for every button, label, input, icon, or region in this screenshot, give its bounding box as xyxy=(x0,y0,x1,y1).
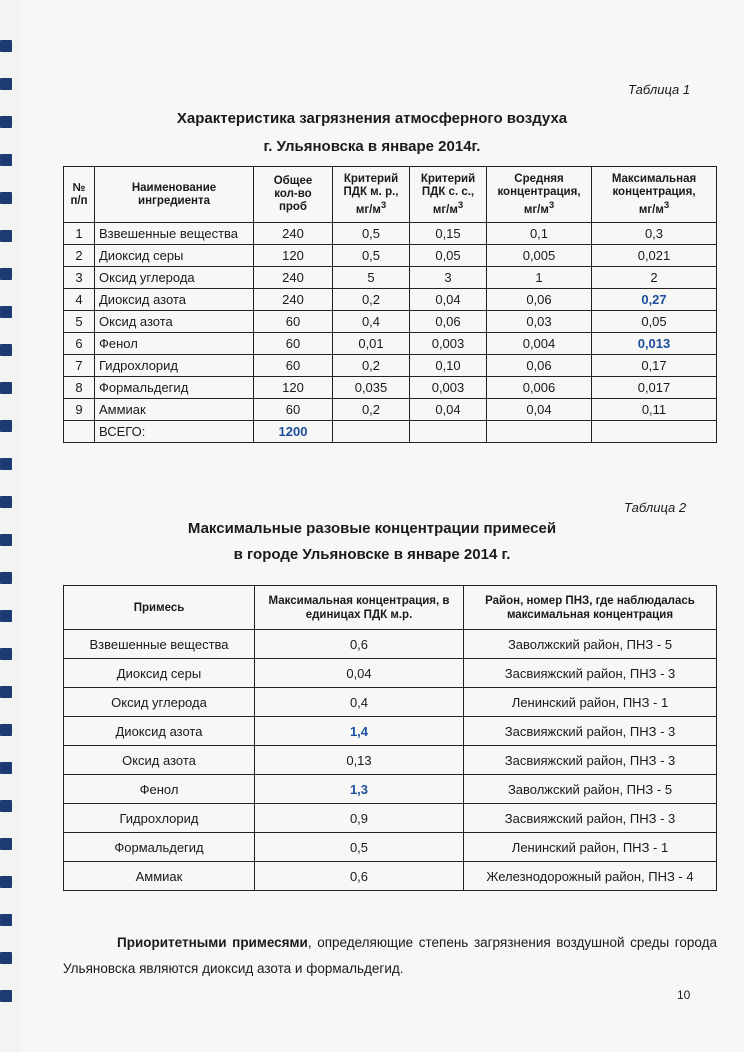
cell-max: 2 xyxy=(592,267,717,289)
cell-samples: 120 xyxy=(254,245,333,267)
table1-header-num: № п/п xyxy=(64,167,95,223)
table-row xyxy=(64,333,717,355)
cell-pdk-mr: 0,5 xyxy=(333,245,410,267)
cell-value: 0,13 xyxy=(255,746,464,775)
table2-label: Таблица 2 xyxy=(624,500,687,515)
cell-district: Засвияжский район, ПНЗ - 3 xyxy=(464,717,717,746)
cell-name: Аммиак xyxy=(95,399,254,421)
cell-num: 8 xyxy=(64,377,95,399)
cell-num: 1 xyxy=(64,223,95,245)
cell-value: 0,5 xyxy=(255,833,464,862)
cell-max: 0,17 xyxy=(592,355,717,377)
table-row xyxy=(64,355,717,377)
cell-samples: 60 xyxy=(254,399,333,421)
table-row xyxy=(64,775,717,804)
cell-value: 0,6 xyxy=(255,862,464,891)
cell-pdk-ss: 0,04 xyxy=(410,289,487,311)
cell-empty xyxy=(333,421,410,443)
cell-avg: 0,06 xyxy=(487,289,592,311)
cell-max: 0,3 xyxy=(592,223,717,245)
cell-num: 9 xyxy=(64,399,95,421)
cell-district: Засвияжский район, ПНЗ - 3 xyxy=(464,804,717,833)
table-total-row xyxy=(64,421,717,443)
table1-header-samples: Общее кол-во проб xyxy=(254,167,333,223)
cell-district: Заволжский район, ПНЗ - 5 xyxy=(464,775,717,804)
table2-header-row xyxy=(64,586,717,630)
table-row xyxy=(64,630,717,659)
cell-samples: 240 xyxy=(254,267,333,289)
cell-value: 0,6 xyxy=(255,630,464,659)
cell-name: Формальдегид xyxy=(95,377,254,399)
table-row xyxy=(64,746,717,775)
cell-samples: 60 xyxy=(254,355,333,377)
cell-district: Засвияжский район, ПНЗ - 3 xyxy=(464,659,717,688)
table-row xyxy=(64,399,717,421)
cell-name: Оксид углерода xyxy=(95,267,254,289)
cell-name: Диоксид серы xyxy=(95,245,254,267)
cell-avg: 0,005 xyxy=(487,245,592,267)
cell-empty xyxy=(410,421,487,443)
cell-num: 2 xyxy=(64,245,95,267)
table-row xyxy=(64,862,717,891)
cell-samples: 60 xyxy=(254,311,333,333)
cell-value-highlight: 1,3 xyxy=(255,775,464,804)
cell-pdk-ss: 0,003 xyxy=(410,333,487,355)
table1-header-max: Максимальная концентрация, $мг/м^3$ xyxy=(592,167,717,223)
cell-max: 0,05 xyxy=(592,311,717,333)
cell-empty xyxy=(592,421,717,443)
cell-num: 5 xyxy=(64,311,95,333)
conclusion-bold: Приоритетными примесями xyxy=(117,935,308,950)
cell-name: Гидрохлорид xyxy=(95,355,254,377)
cell-avg: 0,04 xyxy=(487,399,592,421)
table-row xyxy=(64,267,717,289)
table1-header-row xyxy=(64,167,717,223)
cell-empty xyxy=(64,421,95,443)
table-row xyxy=(64,804,717,833)
conclusion-paragraph xyxy=(63,930,717,982)
cell-avg: 0,03 xyxy=(487,311,592,333)
cell-pdk-ss: 0,04 xyxy=(410,399,487,421)
cell-value: 0,04 xyxy=(255,659,464,688)
cell-substance: Взвешенные вещества xyxy=(64,630,255,659)
cell-substance: Оксид азота xyxy=(64,746,255,775)
cell-avg: 0,006 xyxy=(487,377,592,399)
cell-pdk-mr: 0,2 xyxy=(333,399,410,421)
cell-pdk-mr: 0,4 xyxy=(333,311,410,333)
table2-header-district: Район, номер ПНЗ, где наблюдалась максимальная концентрация xyxy=(464,586,717,630)
cell-num: 3 xyxy=(64,267,95,289)
cell-pdk-mr: 5 xyxy=(333,267,410,289)
cell-district: Заволжский район, ПНЗ - 5 xyxy=(464,630,717,659)
cell-pdk-mr: 0,5 xyxy=(333,223,410,245)
table-row xyxy=(64,311,717,333)
cell-substance: Оксид углерода xyxy=(64,688,255,717)
cell-name: Фенол xyxy=(95,333,254,355)
cell-pdk-ss: 0,05 xyxy=(410,245,487,267)
table-row xyxy=(64,377,717,399)
table-row xyxy=(64,717,717,746)
cell-district: Железнодорожный район, ПНЗ - 4 xyxy=(464,862,717,891)
table-row xyxy=(64,223,717,245)
cell-max: 0,017 xyxy=(592,377,717,399)
cell-samples: 60 xyxy=(254,333,333,355)
table-row xyxy=(64,245,717,267)
table1-header-pdk-mr: Критерий ПДК м. р., $мг/м^3$ xyxy=(333,167,410,223)
cell-substance: Аммиак xyxy=(64,862,255,891)
cell-value: 0,4 xyxy=(255,688,464,717)
page-number: 10 xyxy=(677,988,691,1002)
cell-avg: 0,1 xyxy=(487,223,592,245)
cell-num: 4 xyxy=(64,289,95,311)
cell-avg: 1 xyxy=(487,267,592,289)
table-row xyxy=(64,833,717,862)
table2 xyxy=(63,585,717,891)
table1-title-line2: г. Ульяновска в январе 2014г. xyxy=(263,138,481,155)
table2-title-line2: в городе Ульяновске в январе 2014 г. xyxy=(233,546,511,563)
cell-value-highlight: 1,4 xyxy=(255,717,464,746)
cell-num: 7 xyxy=(64,355,95,377)
cell-name: Взвешенные вещества xyxy=(95,223,254,245)
cell-substance: Гидрохлорид xyxy=(64,804,255,833)
cell-name: Оксид азота xyxy=(95,311,254,333)
table2-header-max: Максимальная концентрация, в единицах ПДК м.р. xyxy=(255,586,464,630)
cell-avg: 0,004 xyxy=(487,333,592,355)
table1 xyxy=(63,166,717,443)
cell-samples: 240 xyxy=(254,223,333,245)
cell-pdk-mr: 0,01 xyxy=(333,333,410,355)
cell-pdk-ss: 0,06 xyxy=(410,311,487,333)
cell-max-highlight: 0,013 xyxy=(592,333,717,355)
cell-pdk-mr: 0,2 xyxy=(333,289,410,311)
cell-district: Ленинский район, ПНЗ - 1 xyxy=(464,688,717,717)
table-row xyxy=(64,659,717,688)
table1-header-pdk-ss: Критерий ПДК с. с., $мг/м^3$ xyxy=(410,167,487,223)
total-samples: 1200 xyxy=(254,421,333,443)
cell-substance: Фенол xyxy=(64,775,255,804)
cell-pdk-ss: 3 xyxy=(410,267,487,289)
table1-label: Таблица 1 xyxy=(628,82,691,97)
cell-samples: 240 xyxy=(254,289,333,311)
table1-header-avg: Средняя концентрация, $мг/м^3$ xyxy=(487,167,592,223)
cell-avg: 0,06 xyxy=(487,355,592,377)
cell-empty xyxy=(487,421,592,443)
conclusion-text: , определяющие степень загрязнения воздушной среды города Ульяновска являются диоксид азота и формальдегид. xyxy=(63,935,718,976)
cell-pdk-ss: 0,10 xyxy=(410,355,487,377)
cell-value: 0,9 xyxy=(255,804,464,833)
cell-name: Диоксид азота xyxy=(95,289,254,311)
table-row xyxy=(64,688,717,717)
cell-substance: Формальдегид xyxy=(64,833,255,862)
cell-samples: 120 xyxy=(254,377,333,399)
cell-pdk-mr: 0,2 xyxy=(333,355,410,377)
cell-district: Ленинский район, ПНЗ - 1 xyxy=(464,833,717,862)
total-label: ВСЕГО: xyxy=(95,421,254,443)
cell-max: 0,021 xyxy=(592,245,717,267)
table2-title-line1: Максимальные разовые концентрации примесей xyxy=(187,520,557,537)
cell-district: Засвияжский район, ПНЗ - 3 xyxy=(464,746,717,775)
cell-num: 6 xyxy=(64,333,95,355)
table1-title-line1: Характеристика загрязнения атмосферного воздуха xyxy=(176,110,568,127)
cell-pdk-mr: 0,035 xyxy=(333,377,410,399)
table2-header-substance: Примесь xyxy=(64,586,255,630)
cell-substance: Диоксид азота xyxy=(64,717,255,746)
cell-pdk-ss: 0,15 xyxy=(410,223,487,245)
table-row xyxy=(64,289,717,311)
cell-max-highlight: 0,27 xyxy=(592,289,717,311)
table1-header-name: Наименование ингредиента xyxy=(95,167,254,223)
cell-pdk-ss: 0,003 xyxy=(410,377,487,399)
cell-substance: Диоксид серы xyxy=(64,659,255,688)
cell-max: 0,11 xyxy=(592,399,717,421)
